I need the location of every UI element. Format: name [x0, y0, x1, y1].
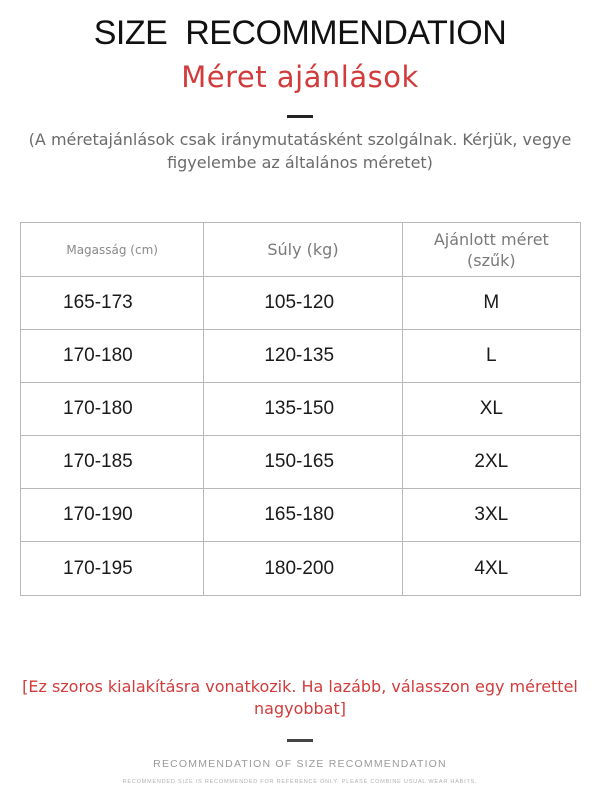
- header-height: Magasság (cm): [21, 223, 204, 277]
- footer-caption: RECOMMENDATION OF SIZE RECOMMENDATION: [153, 758, 447, 770]
- size-cell: XL: [402, 383, 580, 436]
- page-title-english: SIZE RECOMMENDATION: [93, 14, 507, 52]
- table-row: [21, 542, 581, 596]
- table-row: [21, 489, 581, 542]
- size-cell: L: [402, 330, 580, 383]
- page-title-hungarian: Méret ajánlások: [181, 60, 419, 94]
- height-value: 170-195: [63, 557, 133, 579]
- height-value: 170-180: [63, 345, 133, 366]
- footer-divider: [287, 739, 313, 742]
- weight-value: 165-180: [264, 504, 335, 525]
- weight-cell: [204, 330, 402, 383]
- size-cell: 4XL: [402, 542, 580, 596]
- weight-cell: [204, 436, 402, 489]
- weight-value: 120-135: [264, 345, 335, 366]
- height-value: 170-180: [63, 398, 133, 419]
- table-row: [21, 330, 581, 383]
- table-row: [21, 436, 581, 489]
- footer-fineprint: RECOMMENDED SIZE IS RECOMMENDED FOR REFERENCE ONLY. PLEASE COMBINE USUAL WEAR HABITS.: [122, 779, 478, 785]
- size-cell: 2XL: [402, 436, 580, 489]
- height-cell: [21, 277, 204, 330]
- table-row: [21, 277, 581, 330]
- table-header-row: [21, 223, 581, 277]
- weight-cell: [204, 542, 402, 596]
- title-divider: [287, 115, 313, 118]
- size-cell: 3XL: [402, 489, 580, 542]
- height-cell: [21, 383, 204, 436]
- header-recommended-size-label: Ajánlott méret (szűk): [433, 229, 549, 270]
- fit-footnote: [Ez szoros kialakításra vonatkozik. Ha lazább, válasszon egy mérettel nagyobbat]: [22, 677, 578, 718]
- height-cell: [21, 436, 204, 489]
- height-cell: [21, 330, 204, 383]
- table-row: [21, 383, 581, 436]
- header-weight: Súly (kg): [204, 223, 402, 277]
- weight-cell: [204, 383, 402, 436]
- weight-cell: [204, 489, 402, 542]
- height-value: 170-185: [63, 451, 133, 472]
- weight-value: 180-200: [264, 557, 335, 579]
- size-table: [20, 222, 581, 596]
- header-recommended-size: [402, 223, 580, 277]
- weight-cell: [204, 277, 402, 330]
- guidance-note: (A méretajánlások csak iránymutatásként szolgálnak. Kérjük, vegye figyelembe az általános méretet): [28, 130, 572, 172]
- height-value: 170-190: [63, 504, 133, 525]
- height-value: 165-173: [63, 292, 133, 313]
- weight-value: 135-150: [264, 398, 335, 419]
- height-cell: [21, 489, 204, 542]
- weight-value: 105-120: [264, 292, 335, 313]
- size-cell: M: [402, 277, 580, 330]
- height-cell: [21, 542, 204, 596]
- weight-value: 150-165: [264, 451, 335, 472]
